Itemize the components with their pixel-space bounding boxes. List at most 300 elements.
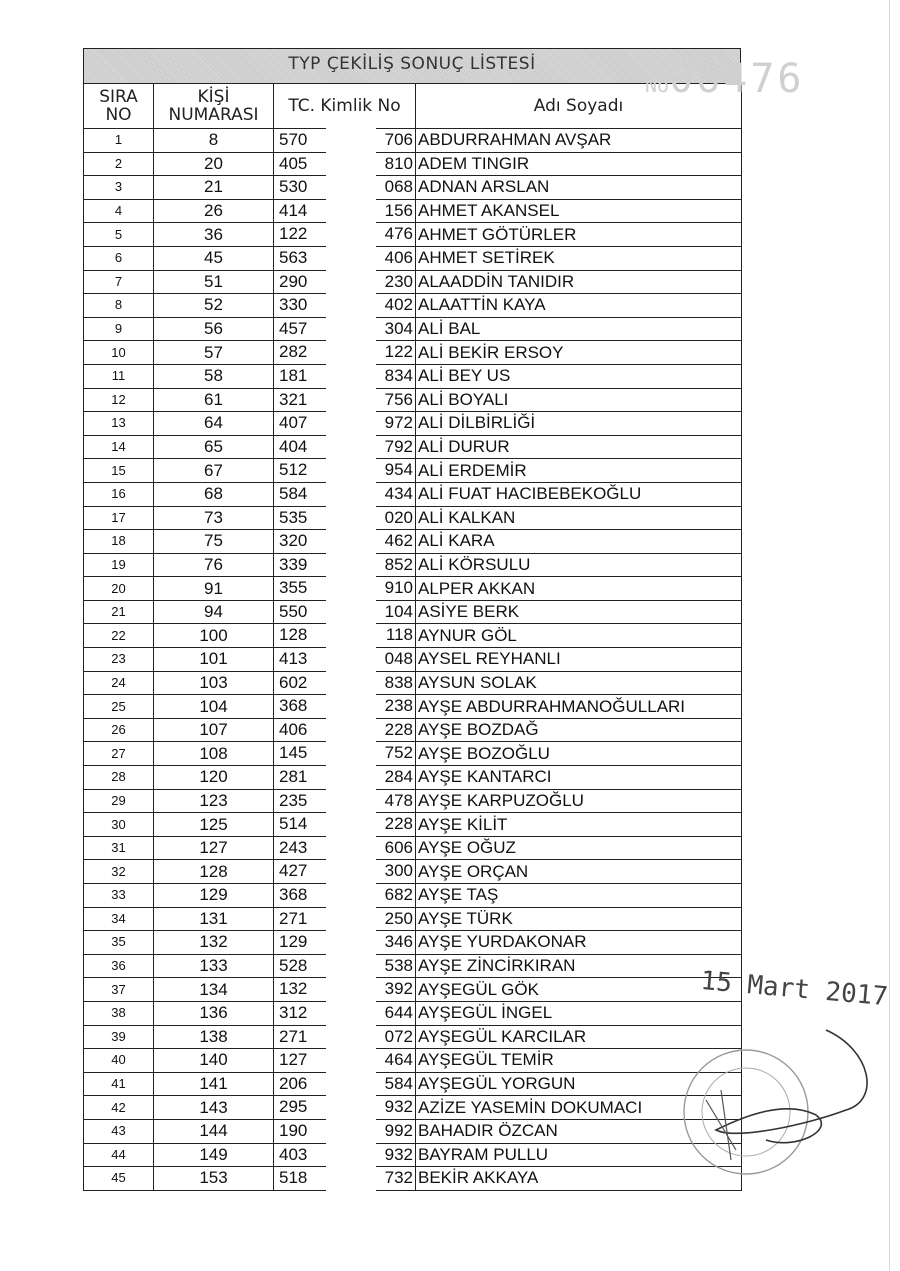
cell-sira-no: 44 — [84, 1143, 154, 1167]
cell-ad-soyad: AYŞEGÜL İNGEL — [416, 1001, 742, 1025]
tc-prefix: 243 — [279, 837, 308, 857]
tc-prefix: 129 — [279, 932, 308, 952]
tc-prefix: 602 — [279, 672, 308, 692]
cell-sira-no: 32 — [84, 860, 154, 884]
cell-ad-soyad: ALAATTİN KAYA — [416, 294, 742, 318]
tc-prefix: 414 — [279, 200, 308, 220]
tc-prefix: 312 — [279, 1002, 308, 1022]
tc-suffix: 756 — [384, 389, 413, 409]
cell-sira-no: 10 — [84, 341, 154, 365]
cell-ad-soyad: AYŞE TAŞ — [416, 884, 742, 908]
cell-tc-kimlik — [274, 199, 416, 223]
cell-ad-soyad: AYNUR GÖL — [416, 624, 742, 648]
cell-kisi-numarasi: 133 — [154, 954, 274, 978]
cell-sira-no: 40 — [84, 1049, 154, 1073]
cell-kisi-numarasi: 68 — [154, 482, 274, 506]
tc-suffix: 852 — [384, 554, 413, 574]
cell-kisi-numarasi: 132 — [154, 931, 274, 955]
tc-suffix: 538 — [384, 955, 413, 975]
tc-prefix: 405 — [279, 153, 308, 173]
cell-sira-no: 8 — [84, 294, 154, 318]
cell-sira-no: 4 — [84, 199, 154, 223]
cell-sira-no: 20 — [84, 577, 154, 601]
cell-kisi-numarasi: 138 — [154, 1025, 274, 1049]
tc-prefix: 339 — [279, 554, 308, 574]
cell-sira-no: 3 — [84, 176, 154, 200]
table-row — [84, 294, 742, 318]
tc-suffix: 304 — [384, 318, 413, 338]
cell-ad-soyad: ALAADDİN TANIDIR — [416, 270, 742, 294]
cell-ad-soyad: AYŞE ZİNCİRKIRAN — [416, 954, 742, 978]
cell-sira-no: 30 — [84, 813, 154, 837]
cell-kisi-numarasi: 143 — [154, 1096, 274, 1120]
table-row — [84, 1119, 742, 1143]
tc-suffix: 732 — [384, 1168, 413, 1188]
table-row — [84, 1049, 742, 1073]
cell-kisi-numarasi: 101 — [154, 648, 274, 672]
cell-kisi-numarasi: 76 — [154, 553, 274, 577]
tc-suffix: 072 — [384, 1026, 413, 1046]
table-row — [84, 199, 742, 223]
cell-ad-soyad: ADNAN ARSLAN — [416, 176, 742, 200]
cell-kisi-numarasi: 75 — [154, 530, 274, 554]
tc-prefix: 295 — [279, 1097, 308, 1117]
table-row — [84, 718, 742, 742]
cell-kisi-numarasi: 45 — [154, 246, 274, 270]
cell-tc-kimlik — [274, 1001, 416, 1025]
cell-kisi-numarasi: 108 — [154, 742, 274, 766]
cell-kisi-numarasi: 20 — [154, 152, 274, 176]
tc-prefix: 271 — [279, 1026, 308, 1046]
cell-ad-soyad: ALPER AKKAN — [416, 577, 742, 601]
cell-sira-no: 14 — [84, 435, 154, 459]
tc-suffix: 048 — [384, 649, 413, 669]
table-row — [84, 860, 742, 884]
table-row — [84, 789, 742, 813]
header-sira-no: SIRA NO — [84, 84, 154, 129]
tc-suffix: 464 — [384, 1050, 413, 1070]
cell-ad-soyad: AYŞE KİLİT — [416, 813, 742, 837]
tc-suffix: 300 — [384, 861, 413, 881]
cell-ad-soyad: AYŞE KARPUZOĞLU — [416, 789, 742, 813]
cell-sira-no: 12 — [84, 388, 154, 412]
cell-ad-soyad: AYŞE KANTARCI — [416, 766, 742, 790]
tc-suffix: 476 — [384, 224, 413, 244]
serial-number-stamp — [645, 56, 805, 102]
cell-tc-kimlik — [274, 246, 416, 270]
cell-kisi-numarasi: 61 — [154, 388, 274, 412]
cell-kisi-numarasi: 103 — [154, 671, 274, 695]
tc-prefix: 355 — [279, 578, 308, 598]
results-table-container — [83, 48, 741, 1191]
table-row — [84, 600, 742, 624]
table-row — [84, 624, 742, 648]
table-row — [84, 152, 742, 176]
cell-sira-no: 29 — [84, 789, 154, 813]
tc-prefix: 457 — [279, 318, 308, 338]
tc-prefix: 321 — [279, 389, 308, 409]
cell-sira-no: 17 — [84, 506, 154, 530]
table-title: TYP ÇEKİLİŞ SONUÇ LİSTESİ — [83, 48, 741, 83]
cell-tc-kimlik — [274, 176, 416, 200]
tc-redaction — [326, 1165, 376, 1192]
cell-tc-kimlik — [274, 1025, 416, 1049]
table-row — [84, 341, 742, 365]
cell-tc-kimlik — [274, 695, 416, 719]
cell-tc-kimlik — [274, 1143, 416, 1167]
tc-suffix: 238 — [384, 696, 413, 716]
cell-ad-soyad: ALİ BEKİR ERSOY — [416, 341, 742, 365]
cell-tc-kimlik — [274, 1119, 416, 1143]
tc-prefix: 181 — [279, 365, 308, 385]
cell-ad-soyad: AHMET AKANSEL — [416, 199, 742, 223]
cell-ad-soyad: ALİ BOYALI — [416, 388, 742, 412]
cell-ad-soyad: ALİ ERDEMİR — [416, 459, 742, 483]
cell-ad-soyad: AYŞE ABDURRAHMANOĞULLARI — [416, 695, 742, 719]
tc-prefix: 132 — [279, 979, 308, 999]
cell-sira-no: 37 — [84, 978, 154, 1002]
cell-tc-kimlik — [274, 671, 416, 695]
table-row — [84, 1096, 742, 1120]
table-row — [84, 695, 742, 719]
header-row — [84, 84, 742, 129]
cell-sira-no: 39 — [84, 1025, 154, 1049]
cell-ad-soyad: AYŞE OĞUZ — [416, 836, 742, 860]
cell-tc-kimlik — [274, 129, 416, 153]
tc-suffix: 284 — [384, 767, 413, 787]
cell-sira-no: 5 — [84, 223, 154, 247]
cell-kisi-numarasi: 149 — [154, 1143, 274, 1167]
cell-kisi-numarasi: 26 — [154, 199, 274, 223]
cell-tc-kimlik — [274, 388, 416, 412]
cell-sira-no: 36 — [84, 954, 154, 978]
table-row — [84, 884, 742, 908]
tc-suffix: 910 — [384, 578, 413, 598]
tc-prefix: 368 — [279, 885, 308, 904]
tc-prefix: 145 — [279, 743, 308, 763]
table-row — [84, 954, 742, 978]
cell-sira-no: 6 — [84, 246, 154, 270]
table-row — [84, 577, 742, 601]
tc-suffix: 838 — [384, 672, 413, 692]
tc-prefix: 427 — [279, 861, 308, 881]
tc-suffix: 434 — [384, 483, 413, 503]
cell-sira-no: 41 — [84, 1072, 154, 1096]
cell-tc-kimlik — [274, 223, 416, 247]
table-row — [84, 412, 742, 436]
tc-suffix: 122 — [384, 342, 413, 362]
cell-ad-soyad: AYŞE TÜRK — [416, 907, 742, 931]
tc-suffix: 230 — [384, 271, 413, 291]
cell-tc-kimlik — [274, 530, 416, 554]
tc-suffix: 406 — [384, 247, 413, 267]
table-row — [84, 435, 742, 459]
cell-kisi-numarasi: 56 — [154, 317, 274, 341]
tc-suffix: 478 — [384, 790, 413, 810]
tc-suffix: 250 — [384, 908, 413, 928]
tc-prefix: 128 — [279, 625, 308, 645]
header-kisi-numarasi: KİŞİ NUMARASI — [154, 84, 274, 129]
cell-sira-no: 23 — [84, 648, 154, 672]
serial-number: 06476 — [669, 56, 805, 102]
cell-tc-kimlik — [274, 1072, 416, 1096]
cell-tc-kimlik — [274, 789, 416, 813]
cell-ad-soyad: ALİ KALKAN — [416, 506, 742, 530]
table-row — [84, 907, 742, 931]
tc-prefix: 550 — [279, 601, 308, 621]
table-row — [84, 459, 742, 483]
table-row — [84, 1025, 742, 1049]
tc-prefix: 535 — [279, 507, 308, 527]
table-row — [84, 813, 742, 837]
cell-sira-no: 21 — [84, 600, 154, 624]
tc-prefix: 320 — [279, 531, 308, 551]
header-ad-soyad: Adı Soyadı — [416, 84, 742, 129]
tc-suffix: 644 — [384, 1002, 413, 1022]
tc-suffix: 792 — [384, 436, 413, 456]
tc-prefix: 330 — [279, 295, 308, 315]
cell-tc-kimlik — [274, 931, 416, 955]
cell-ad-soyad: AHMET GÖTÜRLER — [416, 223, 742, 247]
cell-ad-soyad: BAYRAM PULLU — [416, 1143, 742, 1167]
cell-kisi-numarasi: 21 — [154, 176, 274, 200]
cell-kisi-numarasi: 140 — [154, 1049, 274, 1073]
tc-prefix: 122 — [279, 224, 308, 244]
cell-kisi-numarasi: 104 — [154, 695, 274, 719]
cell-tc-kimlik — [274, 884, 416, 908]
tc-prefix: 584 — [279, 483, 308, 503]
cell-tc-kimlik — [274, 435, 416, 459]
cell-ad-soyad: AYŞEGÜL KARCILAR — [416, 1025, 742, 1049]
cell-sira-no: 26 — [84, 718, 154, 742]
cell-sira-no: 34 — [84, 907, 154, 931]
table-row — [84, 223, 742, 247]
table-row — [84, 553, 742, 577]
cell-sira-no: 28 — [84, 766, 154, 790]
table-row — [84, 129, 742, 153]
tc-suffix: 118 — [385, 625, 413, 645]
tc-prefix: 406 — [279, 719, 308, 739]
table-row — [84, 742, 742, 766]
cell-kisi-numarasi: 125 — [154, 813, 274, 837]
cell-ad-soyad: AZİZE YASEMİN DOKUMACI — [416, 1096, 742, 1120]
cell-tc-kimlik — [274, 813, 416, 837]
tc-prefix: 206 — [279, 1073, 308, 1093]
tc-prefix: 570 — [279, 130, 308, 149]
cell-ad-soyad: AYŞEGÜL YORGUN — [416, 1072, 742, 1096]
tc-suffix: 156 — [384, 200, 413, 220]
tc-suffix: 584 — [384, 1073, 413, 1093]
cell-kisi-numarasi: 100 — [154, 624, 274, 648]
cell-sira-no: 27 — [84, 742, 154, 766]
cell-tc-kimlik — [274, 1167, 416, 1191]
cell-kisi-numarasi: 64 — [154, 412, 274, 436]
cell-tc-kimlik — [274, 506, 416, 530]
cell-tc-kimlik — [274, 907, 416, 931]
cell-ad-soyad: ALİ KARA — [416, 530, 742, 554]
cell-tc-kimlik — [274, 294, 416, 318]
tc-prefix: 563 — [279, 247, 308, 267]
cell-kisi-numarasi: 131 — [154, 907, 274, 931]
cell-tc-kimlik — [274, 718, 416, 742]
cell-sira-no: 22 — [84, 624, 154, 648]
cell-tc-kimlik — [274, 459, 416, 483]
cell-tc-kimlik — [274, 1096, 416, 1120]
cell-tc-kimlik — [274, 152, 416, 176]
tc-suffix: 020 — [384, 507, 413, 527]
cell-tc-kimlik — [274, 600, 416, 624]
table-row — [84, 1072, 742, 1096]
cell-sira-no: 25 — [84, 695, 154, 719]
cell-tc-kimlik — [274, 317, 416, 341]
cell-ad-soyad: AYŞE ORÇAN — [416, 860, 742, 884]
table-row — [84, 836, 742, 860]
table-row — [84, 1143, 742, 1167]
cell-tc-kimlik — [274, 412, 416, 436]
cell-kisi-numarasi: 65 — [154, 435, 274, 459]
cell-kisi-numarasi: 127 — [154, 836, 274, 860]
tc-prefix: 528 — [279, 955, 308, 975]
cell-kisi-numarasi: 144 — [154, 1119, 274, 1143]
tc-suffix: 932 — [384, 1144, 413, 1164]
cell-ad-soyad: AYSEL REYHANLI — [416, 648, 742, 672]
tc-prefix: 235 — [279, 790, 308, 810]
cell-kisi-numarasi: 57 — [154, 341, 274, 365]
table-row — [84, 176, 742, 200]
cell-kisi-numarasi: 94 — [154, 600, 274, 624]
cell-tc-kimlik — [274, 624, 416, 648]
cell-kisi-numarasi: 73 — [154, 506, 274, 530]
cell-tc-kimlik — [274, 766, 416, 790]
tc-suffix: 834 — [384, 365, 413, 385]
cell-ad-soyad: ABDURRAHMAN AVŞAR — [416, 129, 742, 153]
cell-ad-soyad: AYŞE BOZDAĞ — [416, 718, 742, 742]
table-row — [84, 671, 742, 695]
cell-ad-soyad: AYŞEGÜL TEMİR — [416, 1049, 742, 1073]
cell-ad-soyad: ALİ KÖRSULU — [416, 553, 742, 577]
table-row — [84, 931, 742, 955]
tc-suffix: 954 — [384, 460, 413, 480]
cell-sira-no: 13 — [84, 412, 154, 436]
tc-suffix: 462 — [384, 531, 413, 551]
tc-prefix: 281 — [279, 767, 308, 787]
table-row — [84, 530, 742, 554]
table-row — [84, 766, 742, 790]
cell-ad-soyad: ALİ DİLBİRLİĞİ — [416, 412, 742, 436]
cell-kisi-numarasi: 153 — [154, 1167, 274, 1191]
table-row — [84, 246, 742, 270]
cell-kisi-numarasi: 141 — [154, 1072, 274, 1096]
cell-tc-kimlik — [274, 860, 416, 884]
tc-suffix: 228 — [384, 814, 413, 834]
cell-kisi-numarasi: 8 — [154, 129, 274, 153]
tc-suffix: 682 — [384, 885, 413, 904]
tc-prefix: 404 — [279, 436, 308, 456]
cell-kisi-numarasi: 123 — [154, 789, 274, 813]
cell-ad-soyad: AYŞE YURDAKONAR — [416, 931, 742, 955]
cell-sira-no: 16 — [84, 482, 154, 506]
official-seal-signature — [676, 1020, 876, 1195]
cell-tc-kimlik — [274, 577, 416, 601]
cell-sira-no: 15 — [84, 459, 154, 483]
tc-suffix: 932 — [384, 1097, 413, 1117]
cell-ad-soyad: AHMET SETİREK — [416, 246, 742, 270]
cell-kisi-numarasi: 52 — [154, 294, 274, 318]
tc-prefix: 290 — [279, 271, 308, 291]
cell-tc-kimlik — [274, 341, 416, 365]
cell-sira-no: 18 — [84, 530, 154, 554]
date-stamp: 15 Mart 2017 — [699, 966, 890, 1013]
cell-tc-kimlik — [274, 1049, 416, 1073]
cell-sira-no: 19 — [84, 553, 154, 577]
table-row — [84, 978, 742, 1002]
tc-suffix: 068 — [384, 177, 413, 197]
cell-kisi-numarasi: 136 — [154, 1001, 274, 1025]
tc-prefix: 127 — [279, 1050, 308, 1070]
cell-kisi-numarasi: 134 — [154, 978, 274, 1002]
table-row — [84, 1001, 742, 1025]
cell-sira-no: 9 — [84, 317, 154, 341]
cell-kisi-numarasi: 107 — [154, 718, 274, 742]
cell-tc-kimlik — [274, 482, 416, 506]
tc-prefix: 282 — [279, 342, 308, 362]
cell-ad-soyad: ASİYE BERK — [416, 600, 742, 624]
tc-prefix: 514 — [279, 814, 308, 834]
table-row — [84, 482, 742, 506]
table-row — [84, 364, 742, 388]
tc-suffix: 392 — [384, 979, 413, 999]
tc-suffix: 228 — [384, 719, 413, 739]
cell-tc-kimlik — [274, 978, 416, 1002]
cell-kisi-numarasi: 58 — [154, 364, 274, 388]
cell-tc-kimlik — [274, 364, 416, 388]
cell-kisi-numarasi: 129 — [154, 884, 274, 908]
cell-sira-no: 24 — [84, 671, 154, 695]
cell-sira-no: 38 — [84, 1001, 154, 1025]
tc-suffix: 992 — [384, 1120, 413, 1140]
cell-ad-soyad: ALİ BEY US — [416, 364, 742, 388]
cell-sira-no: 33 — [84, 884, 154, 908]
table-row — [84, 388, 742, 412]
table-row — [84, 317, 742, 341]
cell-ad-soyad: ADEM TINGIR — [416, 152, 742, 176]
cell-tc-kimlik — [274, 742, 416, 766]
header-tc-kimlik: TC. Kimlik No — [274, 84, 416, 129]
table-row — [84, 506, 742, 530]
cell-ad-soyad: ALİ DURUR — [416, 435, 742, 459]
tc-prefix: 190 — [279, 1120, 308, 1140]
cell-sira-no: 11 — [84, 364, 154, 388]
tc-suffix: 104 — [384, 601, 413, 621]
cell-ad-soyad: ALİ BAL — [416, 317, 742, 341]
table-row — [84, 1167, 742, 1191]
cell-kisi-numarasi: 91 — [154, 577, 274, 601]
cell-sira-no: 43 — [84, 1119, 154, 1143]
cell-ad-soyad: BAHADIR ÖZCAN — [416, 1119, 742, 1143]
tc-prefix: 512 — [279, 460, 308, 480]
tc-suffix: 346 — [384, 932, 413, 952]
cell-sira-no: 2 — [84, 152, 154, 176]
cell-sira-no: 35 — [84, 931, 154, 955]
tc-suffix: 752 — [384, 743, 413, 763]
tc-suffix: 402 — [384, 295, 413, 315]
tc-suffix: 606 — [384, 837, 413, 857]
tc-prefix: 413 — [279, 649, 308, 669]
cell-ad-soyad: AYSUN SOLAK — [416, 671, 742, 695]
cell-tc-kimlik — [274, 553, 416, 577]
tc-prefix: 518 — [279, 1168, 308, 1188]
cell-kisi-numarasi: 51 — [154, 270, 274, 294]
